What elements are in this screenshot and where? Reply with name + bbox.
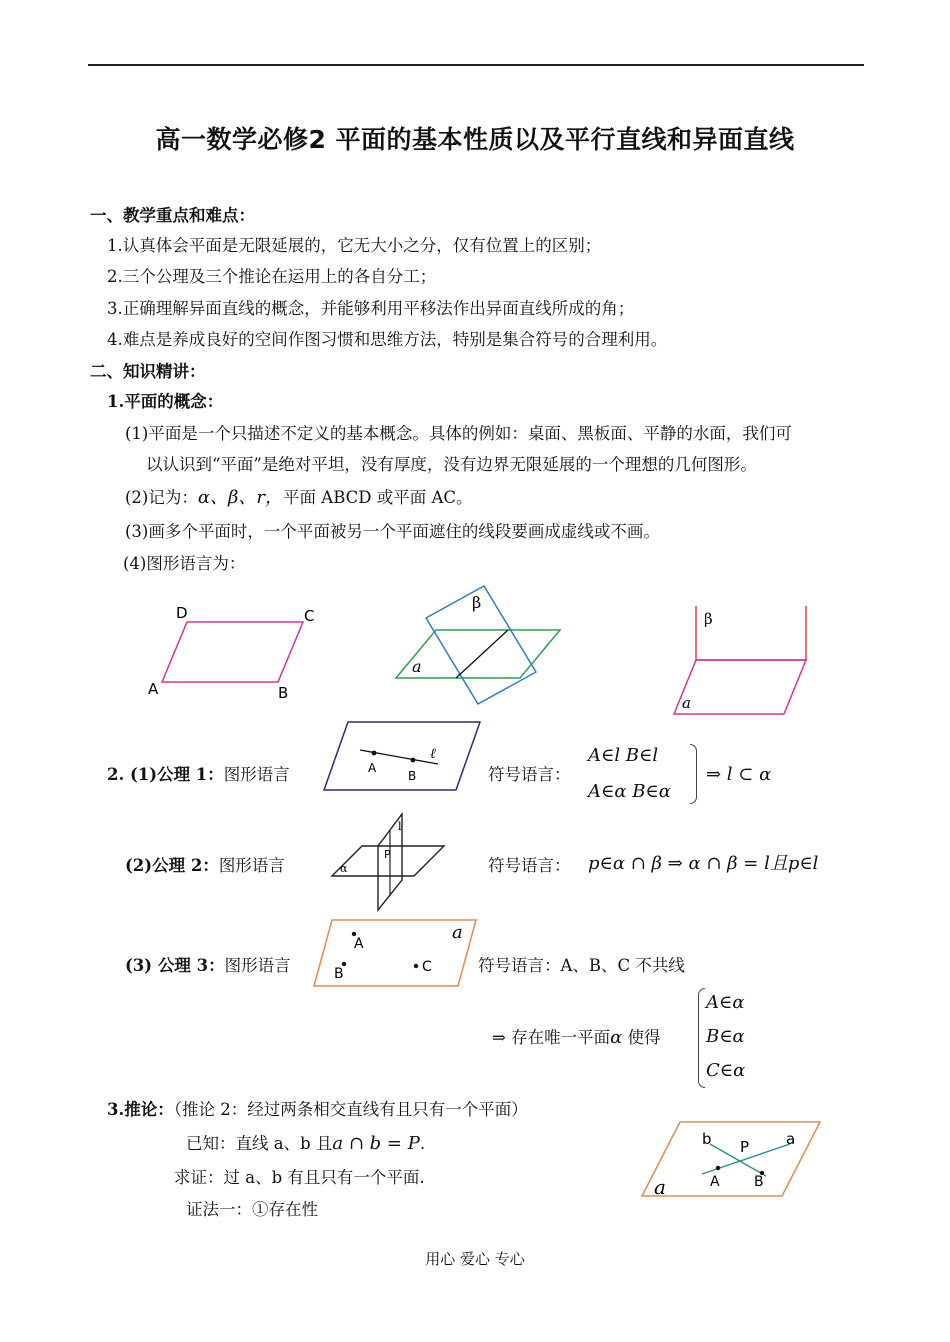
- plane-drawing-rule: (3)画多个平面时，一个平面被另一个平面遮住的线段要画成虚线或不画。: [125, 522, 660, 541]
- page-footer: 用心 爱心 专心: [425, 1250, 525, 1268]
- section1-item-2: 2.三个公理及三个推论在运用上的各自分工；: [107, 267, 437, 286]
- corollary-proof: 证法一：①存在性: [186, 1200, 318, 1219]
- axiom3-plane-a: a: [452, 922, 463, 943]
- corollary-row: [107, 1100, 528, 1120]
- plane-alpha-label: a: [412, 657, 422, 676]
- vertex-b-label: B: [278, 684, 289, 702]
- axiom3-graphic-label: 图形语言: [224, 956, 291, 975]
- header-rule: [88, 64, 864, 66]
- parallelogram-figure: [140, 596, 330, 706]
- plane-def-line1: (1)平面是一个只描述不定义的基本概念。具体的例如：桌面、黑板面、平静的水面，我们可: [125, 424, 792, 443]
- vertex-a-label: A: [148, 680, 159, 698]
- axiom3-cond-b: B∈α: [706, 1026, 745, 1047]
- vertex-c-label: C: [304, 607, 315, 625]
- vertical-alpha-label: a: [682, 694, 691, 712]
- corollary-given-end: .: [419, 1134, 426, 1153]
- corollary-given-math: a ∩ b = P: [332, 1133, 420, 1154]
- corollary-label: 3.推论：: [107, 1100, 174, 1119]
- vertical-planes-figure: [672, 600, 812, 720]
- axiom1-result: ⇒ l ⊂ α: [706, 764, 772, 785]
- corollary-plane-a: a: [654, 1175, 666, 1199]
- vertical-beta-label: β: [704, 610, 713, 628]
- axiom1-label: 2. (1)公理 1：: [107, 765, 224, 784]
- section1-heading: 一、教学重点和难点：: [90, 206, 255, 225]
- section1-item-4: 4.难点是养成良好的空间作图习惯和思维方法，特别是集合符号的合理利用。: [107, 330, 668, 349]
- axiom1-line2: A∈α B∈α: [588, 781, 671, 802]
- axiom3-alpha: α: [610, 1027, 623, 1048]
- corollary-figure: [640, 1118, 824, 1200]
- axiom3-exists-row: [492, 1028, 660, 1048]
- axiom1-figure: [322, 718, 484, 792]
- axiom2-figure: [326, 806, 450, 916]
- section2-heading: 二、知识精讲：: [90, 362, 206, 381]
- axiom1-point-b: B: [408, 769, 417, 783]
- axiom1-line-l: ℓ: [430, 746, 436, 762]
- plane-notation-symbols: α、β、r，: [197, 487, 284, 508]
- axiom3-label: (3) 公理 3：: [125, 956, 225, 975]
- plane-graphic-label: (4)图形语言为：: [123, 554, 246, 573]
- axiom3-point-c: C: [422, 959, 432, 975]
- section1-item-1: 1.认真体会平面是无限延展的，它无大小之分，仅有位置上的区别；: [107, 236, 602, 255]
- plane-notation: [125, 488, 473, 508]
- axiom3-cond-c: C∈α: [706, 1060, 746, 1081]
- corollary-desc: （推论 2：经过两条相交直线有且只有一个平面）: [173, 1100, 528, 1119]
- axiom1-graphic-label: 图形语言: [223, 765, 290, 784]
- axiom2-line-l: l: [398, 820, 402, 833]
- intersecting-planes-figure: [390, 582, 570, 712]
- axiom3-exists: ⇒ 存在唯一平面: [492, 1028, 611, 1047]
- axiom3-cond-a: A∈α: [706, 992, 745, 1013]
- axiom1-point-a: A: [368, 761, 377, 775]
- axiom1-row: [107, 765, 290, 785]
- axiom1-brace: [690, 744, 697, 804]
- corollary-given: [186, 1134, 425, 1154]
- axiom3-symbol-label: 符号语言：A、B、C 不共线: [478, 956, 685, 975]
- axiom2-point-p: P: [384, 848, 391, 861]
- axiom2-graphic-label: 图形语言: [218, 856, 285, 875]
- page-title: 高一数学必修2 平面的基本性质以及平行直线和异面直线: [155, 125, 795, 154]
- corollary-point-p: P: [740, 1138, 750, 1156]
- corollary-line-a: a: [786, 1130, 796, 1148]
- axiom3-point-a: A: [354, 936, 364, 952]
- axiom3-such-that: 使得: [627, 1028, 661, 1047]
- axiom1-symbol-label: 符号语言：: [488, 765, 571, 784]
- section1-item-3: 3.正确理解异面直线的概念，并能够利用平移法作出异面直线所成的角；: [107, 299, 635, 318]
- corollary-given-prefix: 已知：直线 a、b 且: [186, 1134, 333, 1153]
- corollary-point-b: B: [754, 1174, 764, 1190]
- axiom2-formula: p∈α ∩ β ⇒ α ∩ β = l且p∈l: [588, 853, 819, 874]
- plane-def-line2: 以认识到“平面”是绝对平坦，没有厚度，没有边界无限延展的一个理想的几何图形。: [146, 455, 757, 474]
- axiom2-plane-alpha: α: [340, 862, 348, 875]
- axiom3-brace: [698, 988, 705, 1088]
- corollary-line-b: b: [702, 1130, 712, 1148]
- corollary-point-a: A: [710, 1174, 720, 1190]
- vertex-d-label: D: [176, 604, 188, 622]
- corollary-prove: 求证：过 a、b 有且只有一个平面.: [174, 1168, 425, 1187]
- axiom3-point-b: B: [334, 966, 344, 982]
- axiom2-label: (2)公理 2：: [125, 856, 219, 875]
- plane-notation-suffix: 平面 ABCD 或平面 AC。: [283, 488, 473, 507]
- plane-notation-prefix: (2)记为：: [125, 488, 198, 507]
- axiom2-row: [125, 856, 285, 876]
- axiom3-row: [125, 956, 291, 976]
- axiom2-symbol-label: 符号语言：: [488, 856, 571, 875]
- section2-sub1: 1.平面的概念：: [107, 392, 224, 411]
- axiom1-line1: A∈l B∈l: [588, 745, 659, 766]
- axiom3-figure: [312, 918, 478, 990]
- plane-beta-label: β: [472, 593, 482, 612]
